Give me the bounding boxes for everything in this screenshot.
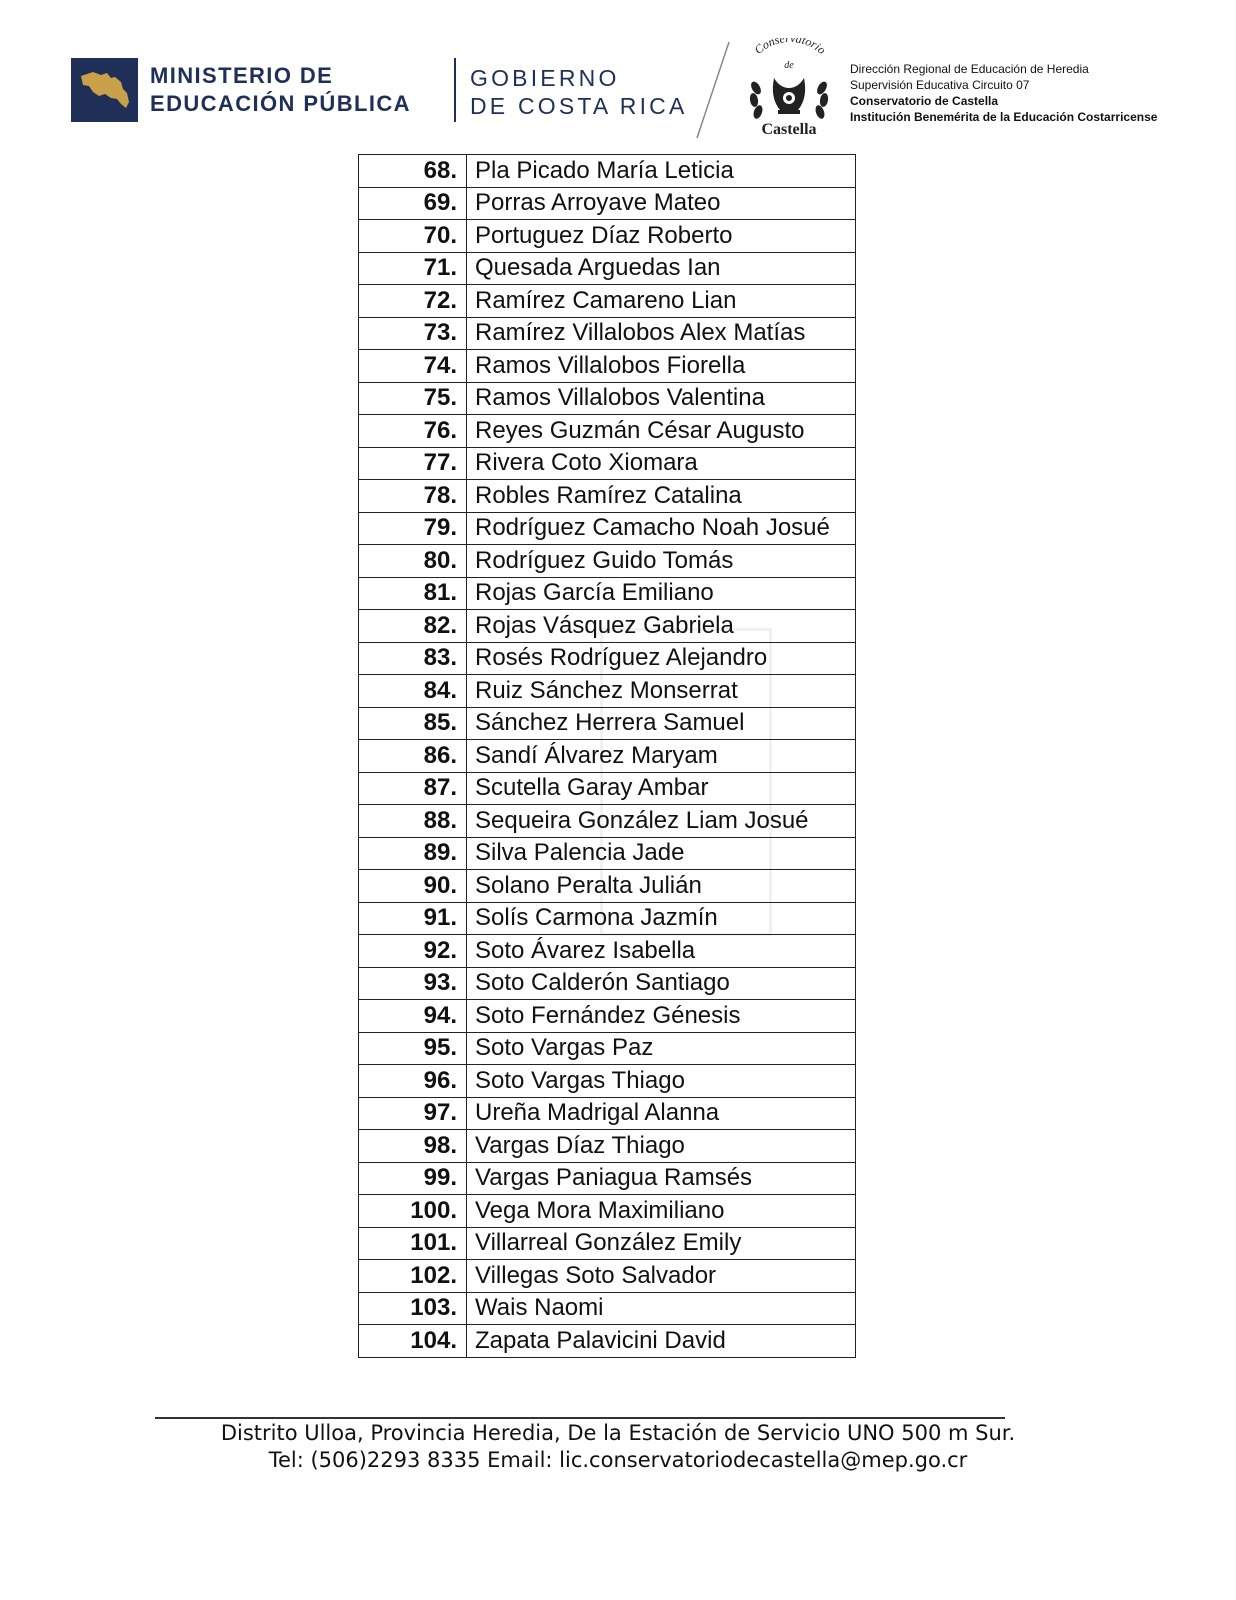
government-line-2: DE COSTA RICA (470, 93, 688, 119)
table-row (359, 837, 856, 870)
row-number: 78. (359, 480, 467, 513)
student-name: Ureña Madrigal Alanna (467, 1097, 856, 1130)
row-number: 72. (359, 285, 467, 318)
student-name: Scutella Garay Ambar (467, 772, 856, 805)
table-row (359, 1325, 856, 1358)
student-name: Rodríguez Camacho Noah Josué (467, 512, 856, 545)
table-row (359, 1130, 856, 1163)
table-row (359, 1097, 856, 1130)
student-name: Solano Peralta Julián (467, 870, 856, 903)
table-row (359, 935, 856, 968)
student-name: Silva Palencia Jade (467, 837, 856, 870)
student-name: Reyes Guzmán César Augusto (467, 415, 856, 448)
row-number: 93. (359, 967, 467, 1000)
student-name: Vargas Díaz Thiago (467, 1130, 856, 1163)
student-list-body (359, 155, 856, 1358)
table-row (359, 1292, 856, 1325)
row-number: 80. (359, 545, 467, 578)
student-name: Porras Arroyave Mateo (467, 187, 856, 220)
student-name: Soto Fernández Génesis (467, 1000, 856, 1033)
student-name: Robles Ramírez Catalina (467, 480, 856, 513)
table-row (359, 707, 856, 740)
student-name: Pla Picado María Leticia (467, 155, 856, 188)
table-row (359, 480, 856, 513)
row-number: 79. (359, 512, 467, 545)
table-row (359, 512, 856, 545)
row-number: 90. (359, 870, 467, 903)
row-number: 89. (359, 837, 467, 870)
institution-line: Dirección Regional de Educación de Heredia (850, 62, 1089, 76)
table-row (359, 382, 856, 415)
footer-address: Distrito Ulloa, Provincia Heredia, De la Estación de Servicio UNO 500 m Sur. (220, 1421, 1016, 1445)
student-name: Rojas Vásquez Gabriela (467, 610, 856, 643)
student-name: Sequeira González Liam Josué (467, 805, 856, 838)
student-name: Ramírez Camareno Lian (467, 285, 856, 318)
row-number: 94. (359, 1000, 467, 1033)
student-name: Soto Calderón Santiago (467, 967, 856, 1000)
student-name: Vega Mora Maximiliano (467, 1195, 856, 1228)
row-number: 91. (359, 902, 467, 935)
table-row (359, 610, 856, 643)
row-number: 99. (359, 1162, 467, 1195)
header-divider (454, 58, 456, 122)
institution-line: Supervisión Educativa Circuito 07 (850, 78, 1030, 92)
student-name: Rivera Coto Xiomara (467, 447, 856, 480)
row-number: 75. (359, 382, 467, 415)
student-name: Rojas García Emiliano (467, 577, 856, 610)
row-number: 102. (359, 1260, 467, 1293)
row-number: 92. (359, 935, 467, 968)
student-name: Vargas Paniagua Ramsés (467, 1162, 856, 1195)
table-row (359, 642, 856, 675)
row-number: 83. (359, 642, 467, 675)
government-line-1: GOBIERNO (470, 65, 620, 91)
seal-text-top: Conservatorio (751, 38, 829, 57)
student-name: Wais Naomi (467, 1292, 856, 1325)
seal-text-mid: de (784, 60, 794, 71)
seal-text-bottom: Castella (761, 121, 817, 138)
row-number: 70. (359, 220, 467, 253)
student-name: Soto Vargas Paz (467, 1032, 856, 1065)
ministry-line-1: MINISTERIO DE (150, 63, 334, 88)
government-title (470, 64, 688, 120)
table-row (359, 1065, 856, 1098)
table-row (359, 415, 856, 448)
lyre-laurel-seal-icon (742, 38, 836, 140)
table-row (359, 1195, 856, 1228)
student-name: Villarreal González Emily (467, 1227, 856, 1260)
table-row (359, 187, 856, 220)
table-row (359, 870, 856, 903)
footer-contact: Tel: (506)2293 8335 Email: lic.conservatoriodecastella@mep.go.cr (268, 1448, 968, 1472)
table-row (359, 252, 856, 285)
student-name: Soto Vargas Thiago (467, 1065, 856, 1098)
table-row (359, 220, 856, 253)
table-row (359, 577, 856, 610)
table-row (359, 1032, 856, 1065)
student-name: Rosés Rodríguez Alejandro (467, 642, 856, 675)
table-row (359, 1000, 856, 1033)
row-number: 82. (359, 610, 467, 643)
student-name: Zapata Palavicini David (467, 1325, 856, 1358)
row-number: 76. (359, 415, 467, 448)
student-list-table (358, 154, 856, 1358)
student-name: Villegas Soto Salvador (467, 1260, 856, 1293)
student-name: Portuguez Díaz Roberto (467, 220, 856, 253)
institution-line: Institución Benemérita de la Educación Costarricense (850, 110, 1158, 124)
institution-info (850, 61, 1157, 125)
footer-divider (155, 1417, 1005, 1419)
student-name: Solís Carmona Jazmín (467, 902, 856, 935)
row-number: 68. (359, 155, 467, 188)
student-name: Sánchez Herrera Samuel (467, 707, 856, 740)
row-number: 87. (359, 772, 467, 805)
ministry-title (150, 62, 411, 118)
row-number: 73. (359, 317, 467, 350)
table-row (359, 1227, 856, 1260)
row-number: 88. (359, 805, 467, 838)
table-row (359, 545, 856, 578)
row-number: 101. (359, 1227, 467, 1260)
student-name: Ramos Villalobos Fiorella (467, 350, 856, 383)
costa-rica-map-icon (71, 58, 138, 122)
row-number: 84. (359, 675, 467, 708)
row-number: 95. (359, 1032, 467, 1065)
student-name: Rodríguez Guido Tomás (467, 545, 856, 578)
row-number: 71. (359, 252, 467, 285)
row-number: 81. (359, 577, 467, 610)
table-row (359, 285, 856, 318)
student-name: Soto Ávarez Isabella (467, 935, 856, 968)
row-number: 104. (359, 1325, 467, 1358)
row-number: 98. (359, 1130, 467, 1163)
table-row (359, 155, 856, 188)
row-number: 86. (359, 740, 467, 773)
table-row (359, 447, 856, 480)
row-number: 69. (359, 187, 467, 220)
student-name: Sandí Álvarez Maryam (467, 740, 856, 773)
table-row (359, 902, 856, 935)
student-name: Ramírez Villalobos Alex Matías (467, 317, 856, 350)
table-row (359, 675, 856, 708)
ministry-line-2: EDUCACIÓN PÚBLICA (150, 91, 411, 116)
institution-line: Conservatorio de Castella (850, 94, 999, 108)
row-number: 100. (359, 1195, 467, 1228)
table-row (359, 772, 856, 805)
row-number: 103. (359, 1292, 467, 1325)
svg-text:Conservatorio (751, 38, 828, 57)
row-number: 85. (359, 707, 467, 740)
header-slash-divider (693, 40, 733, 140)
row-number: 97. (359, 1097, 467, 1130)
table-row (359, 740, 856, 773)
footer (0, 1420, 1236, 1474)
table-row (359, 967, 856, 1000)
row-number: 77. (359, 447, 467, 480)
row-number: 74. (359, 350, 467, 383)
table-row (359, 1162, 856, 1195)
table-row (359, 1260, 856, 1293)
student-name: Quesada Arguedas Ian (467, 252, 856, 285)
table-row (359, 317, 856, 350)
student-name: Ruiz Sánchez Monserrat (467, 675, 856, 708)
table-row (359, 805, 856, 838)
table-row (359, 350, 856, 383)
row-number: 96. (359, 1065, 467, 1098)
student-name: Ramos Villalobos Valentina (467, 382, 856, 415)
